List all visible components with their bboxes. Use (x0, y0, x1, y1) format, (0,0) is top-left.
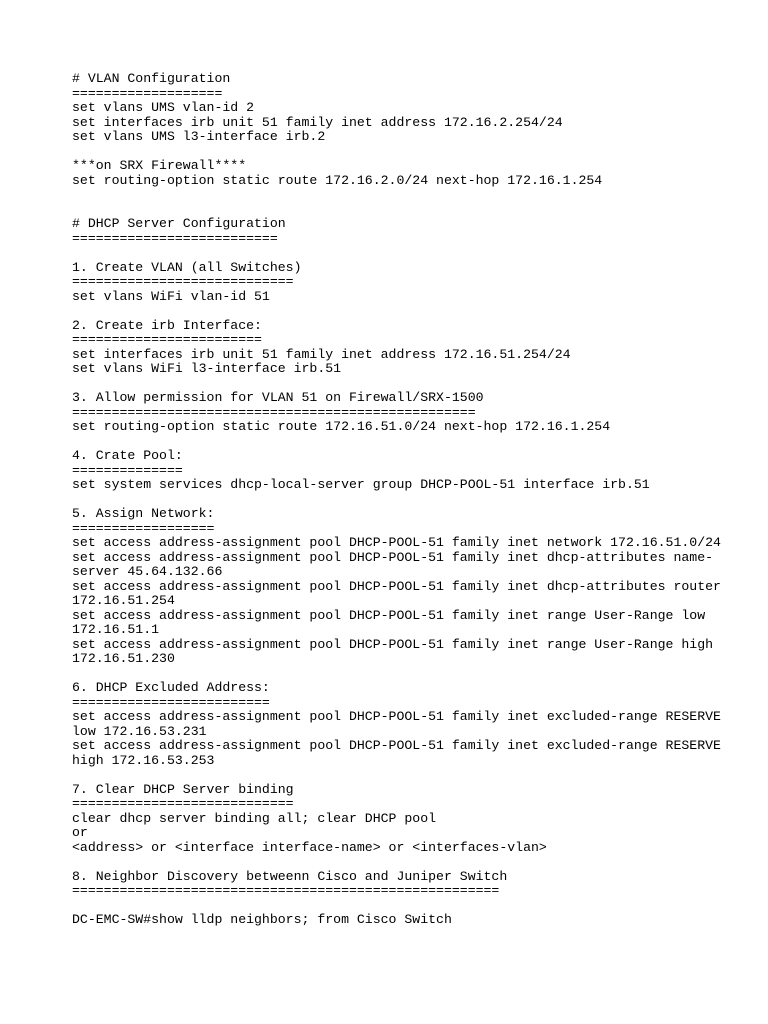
blank-line (72, 377, 712, 392)
blank-line (72, 145, 712, 160)
blank-line (72, 493, 712, 508)
config-line: clear dhcp server binding all; clear DHCP pool (72, 810, 437, 826)
config-line: set routing-option static route 172.16.51.0/24 next-hop 172.16.1.254 (72, 419, 611, 434)
blank-line (72, 667, 712, 682)
config-line: set access address-assignment pool DHCP-POOL-51 family inet range User-Range high (72, 636, 714, 652)
blank-line (72, 203, 712, 218)
blank-line (72, 768, 712, 783)
blank-line (72, 246, 712, 261)
config-line: set vlans UMS vlan-id 2 (72, 100, 255, 115)
config-line: set access address-assignment pool DHCP-POOL-51 family inet range User-Range low (72, 607, 706, 623)
config-line: set routing-option static route 172.16.2.0/24 next-hop 172.16.1.254 (72, 172, 603, 188)
config-line: low 172.16.53.231 (72, 723, 207, 739)
config-line: set vlans WiFi l3-interface irb.51 (72, 361, 342, 376)
step-heading: 4. Crate Pool: (72, 448, 183, 463)
step-heading: 2. Create irb Interface: (72, 317, 262, 333)
config-line: set access address-assignment pool DHCP-POOL-51 family inet network 172.16.51.0/24 (72, 535, 721, 550)
config-line: set interfaces irb unit 51 family inet address 172.16.51.254/24 (72, 346, 571, 362)
step-heading: 5. Assign Network: (72, 506, 215, 521)
blank-line (72, 188, 712, 203)
config-line: 172.16.51.230 (72, 651, 175, 666)
section-heading: # VLAN Configuration (72, 71, 231, 86)
heading-underline: ========================== (72, 230, 278, 246)
step-heading: 7. Clear DHCP Server binding (72, 781, 294, 797)
heading-underline: ================== (72, 520, 215, 536)
step-heading: 8. Neighbor Discovery betweenn Cisco and Juniper Switch (72, 868, 508, 884)
heading-underline: ============== (72, 462, 183, 478)
config-line: set access address-assignment pool DHCP-POOL-51 family inet dhcp-attributes router (72, 578, 721, 594)
config-line: set interfaces irb unit 51 family inet address 172.16.2.254/24 (72, 114, 563, 130)
config-line: server 45.64.132.66 (72, 564, 223, 579)
config-line: set vlans UMS l3-interface irb.2 (72, 129, 326, 144)
text-line: or (72, 825, 88, 840)
step-heading: 6. DHCP Excluded Address: (72, 680, 270, 695)
blank-line (72, 855, 712, 870)
heading-underline: ====================================================== (72, 883, 500, 898)
step-heading: 1. Create VLAN (all Switches) (72, 259, 302, 275)
config-line: set vlans WiFi vlan-id 51 (72, 288, 270, 304)
config-line: DC-EMC-SW#show lldp neighbors; from Cisco Switch (72, 912, 452, 927)
config-line: high 172.16.53.253 (72, 752, 215, 768)
heading-underline: ========================= (72, 694, 270, 710)
config-line: set access address-assignment pool DHCP-POOL-51 family inet dhcp-attributes name- (72, 549, 714, 565)
blank-line (72, 899, 712, 914)
config-line: <address> or <interface interface-name> or <interfaces-vlan> (72, 839, 547, 855)
document-page (72, 71, 721, 928)
section-heading: # DHCP Server Configuration (72, 216, 286, 231)
heading-underline: ============================ (72, 274, 294, 289)
note-line: ***on SRX Firewall**** (72, 158, 247, 173)
config-line: set access address-assignment pool DHCP-POOL-51 family inet excluded-range RESERVE (72, 709, 721, 724)
config-line: 172.16.51.1 (72, 622, 160, 637)
config-line: set system services dhcp-local-server group DHCP-POOL-51 interface irb.51 (72, 477, 650, 492)
blank-line (72, 304, 712, 319)
heading-underline: =================================================== (72, 404, 476, 420)
config-line: 172.16.51.254 (72, 593, 175, 608)
heading-underline: =================== (72, 85, 223, 101)
config-line: set access address-assignment pool DHCP-POOL-51 family inet excluded-range RESERVE (72, 738, 721, 753)
blank-line (72, 435, 712, 450)
step-heading: 3. Allow permission for VLAN 51 on Firewall/SRX-1500 (72, 390, 484, 405)
heading-underline: ======================== (72, 332, 262, 347)
heading-underline: ============================ (72, 796, 294, 811)
